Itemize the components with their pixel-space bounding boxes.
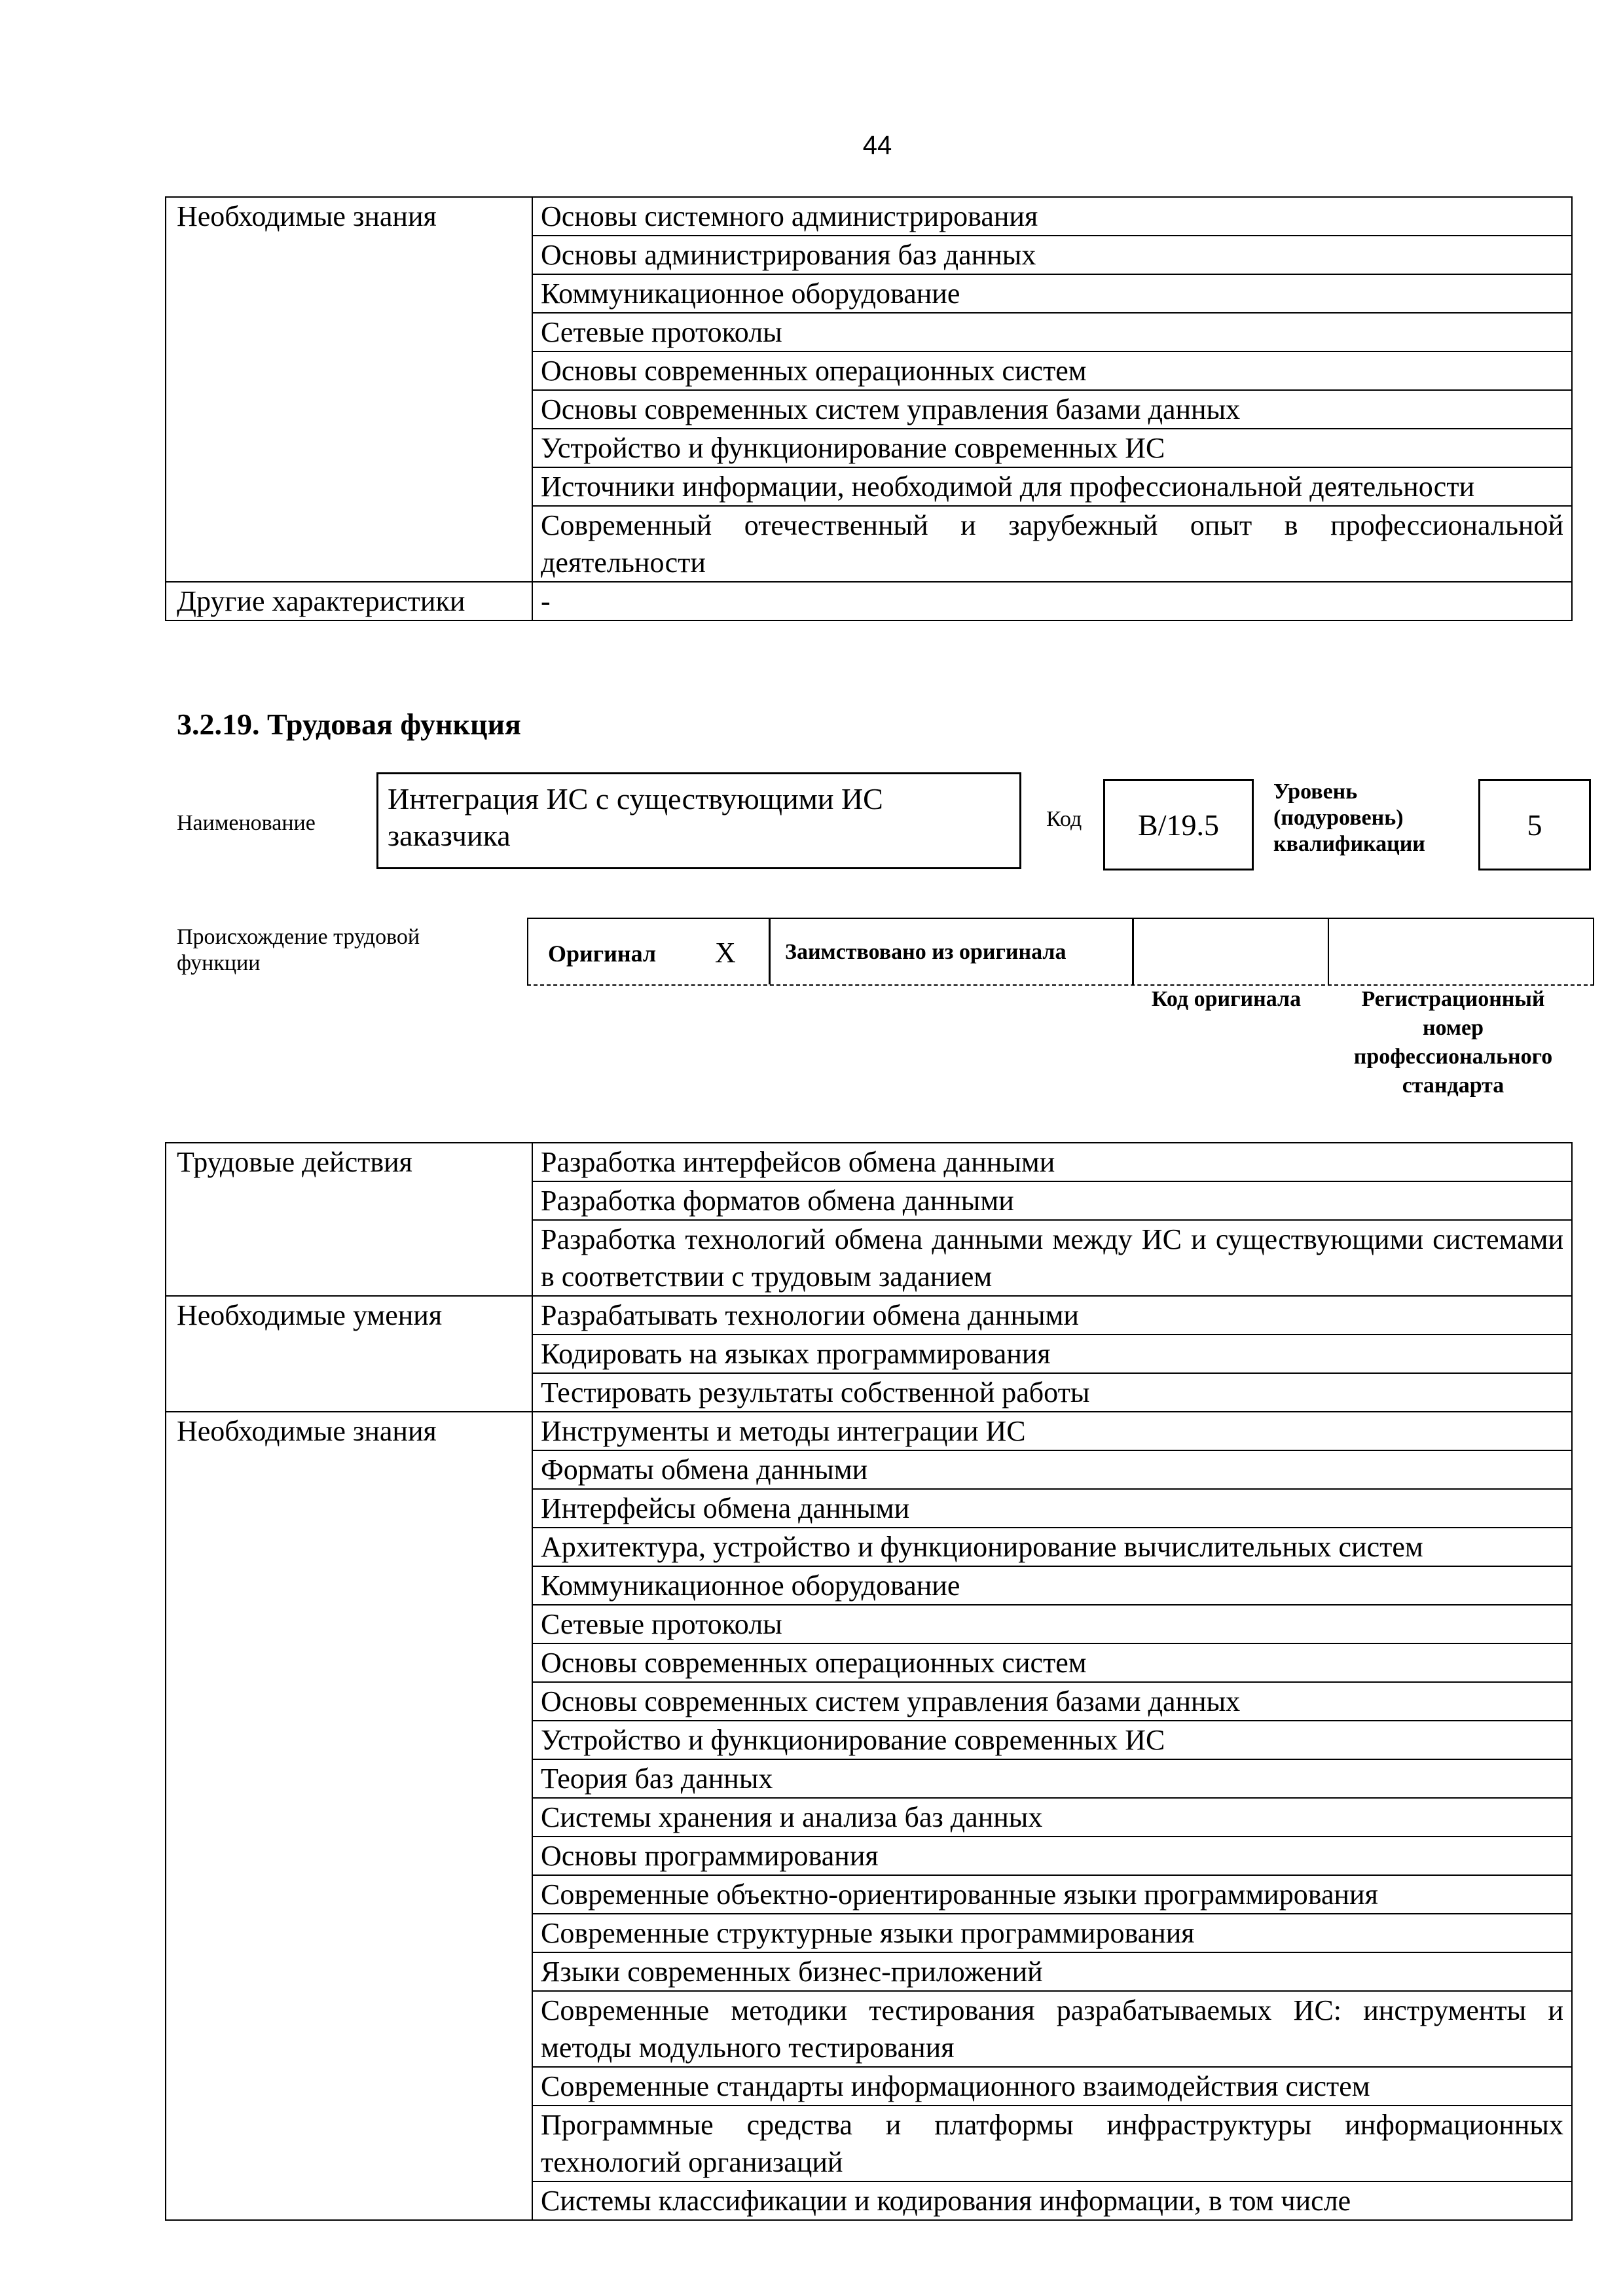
row-item: Основы современных операционных систем [532, 351, 1572, 390]
row-item: Источники информации, необходимой для профессиональной деятельности [532, 467, 1572, 506]
row-label: Необходимые знания [166, 1412, 532, 2220]
row-item: Современные методики тестирования разрабатываемых ИС: инструменты и методы модульного тестирования [532, 1991, 1572, 2067]
labor-function-table [165, 1142, 1573, 2221]
row-item: Программные средства и платформы инфраструктуры информационных технологий организаций [532, 2106, 1572, 2181]
original-label: Оригинал [548, 941, 657, 967]
row-item: Теория баз данных [532, 1759, 1572, 1798]
row-item: Основы современных систем управления базами данных [532, 1682, 1572, 1721]
row-item: Тестировать результаты собственной работы [532, 1373, 1572, 1412]
name-value-box [376, 772, 1021, 869]
original-cell [527, 919, 771, 984]
row-item: Разрабатывать технологии обмена данными [532, 1296, 1572, 1335]
row-item: Современные стандарты информационного взаимодействия систем [532, 2067, 1572, 2106]
row-item: Современные объектно-ориентированные языки программирования [532, 1875, 1572, 1914]
row-item: Основы программирования [532, 1837, 1572, 1875]
borrowed-cell [771, 919, 1134, 984]
row-item: Коммуникационное оборудование [532, 274, 1572, 313]
row-item: Современные структурные языки программирования [532, 1914, 1572, 1952]
knowledge-table-continued [165, 196, 1573, 621]
row-item: Основы современных операционных систем [532, 1643, 1572, 1682]
row-item: Разработка технологий обмена данными между ИС и существующими системами в соответствии с трудовым заданием [532, 1220, 1572, 1296]
name-label: Наименование [177, 811, 316, 835]
row-label: Необходимые знания [166, 197, 532, 582]
origin-row [527, 918, 1594, 986]
row-item: Системы классификации и кодирования информации, в том числе [532, 2181, 1572, 2220]
table-row [166, 1412, 1572, 1450]
code-original-caption: Код оригинала [1151, 987, 1302, 1011]
level-label: Уровень (подуровень) квалификации [1273, 780, 1425, 856]
row-item: Современный отечественный и зарубежный опыт в профессиональной деятельности [532, 506, 1572, 582]
origin-label: Происхождение трудовой функции [177, 925, 420, 975]
reg-number-caption: Регистрационный номер профессионального стандарта [1353, 987, 1553, 1098]
borrowed-label: Заимствовано из оригинала [785, 940, 1067, 964]
row-item: - [532, 582, 1572, 620]
table2-body [166, 1143, 1572, 2220]
row-item: Инструменты и методы интеграции ИС [532, 1412, 1572, 1450]
table-row [166, 1296, 1572, 1335]
row-item: Основы системного администрирования [532, 197, 1572, 236]
row-item: Архитектура, устройство и функционирование вычислительных систем [532, 1528, 1572, 1566]
original-mark: X [715, 937, 736, 969]
name-value: Интеграция ИС с существующими ИС заказчика [388, 782, 883, 852]
row-item: Разработка форматов обмена данными [532, 1181, 1572, 1220]
row-label: Другие характеристики [166, 582, 532, 620]
row-item: Устройство и функционирование современных ИС [532, 1721, 1572, 1759]
code-value: B/19.5 [1138, 808, 1219, 842]
row-label: Необходимые умения [166, 1296, 532, 1412]
table-row [166, 582, 1572, 620]
reg-number-cell [1329, 919, 1594, 984]
row-item: Интерфейсы обмена данными [532, 1489, 1572, 1528]
row-item: Сетевые протоколы [532, 1605, 1572, 1643]
row-item: Сетевые протоколы [532, 313, 1572, 351]
row-item: Основы современных систем управления базами данных [532, 390, 1572, 429]
table-row [166, 1143, 1572, 1181]
code-value-box [1103, 779, 1254, 870]
row-item: Системы хранения и анализа баз данных [532, 1798, 1572, 1837]
table1-body [166, 197, 1572, 620]
code-label: Код [1046, 807, 1082, 831]
row-item: Форматы обмена данными [532, 1450, 1572, 1489]
row-item: Устройство и функционирование современных ИС [532, 429, 1572, 467]
code-original-cell [1134, 919, 1329, 984]
level-value-box [1478, 779, 1591, 870]
page-number: 44 [862, 131, 892, 160]
row-label: Трудовые действия [166, 1143, 532, 1296]
row-item: Коммуникационное оборудование [532, 1566, 1572, 1605]
section-heading: 3.2.19. Трудовая функция [177, 708, 521, 741]
row-item: Разработка интерфейсов обмена данными [532, 1143, 1572, 1181]
row-item: Кодировать на языках программирования [532, 1335, 1572, 1373]
table-row [166, 197, 1572, 236]
level-value: 5 [1527, 808, 1542, 842]
row-item: Языки современных бизнес-приложений [532, 1952, 1572, 1991]
row-item: Основы администрирования баз данных [532, 236, 1572, 274]
